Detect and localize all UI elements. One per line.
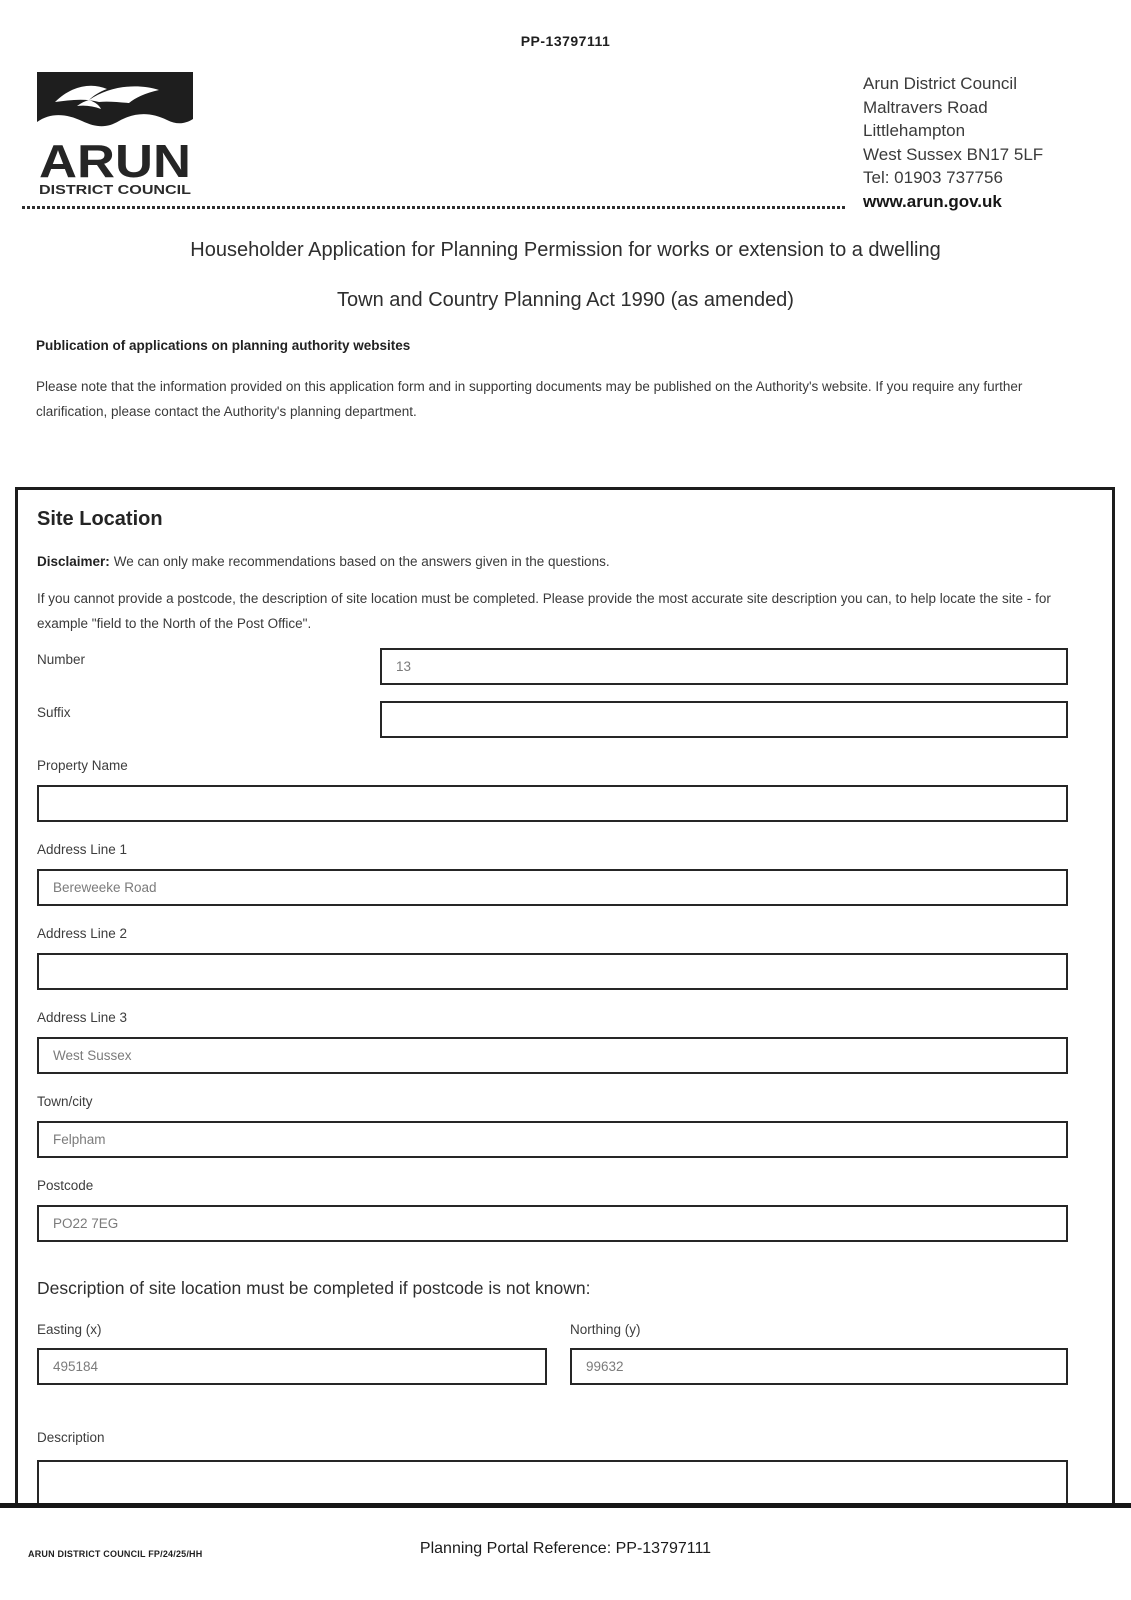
address-line-2-label: Address Line 2: [37, 926, 128, 941]
postcode-label: Postcode: [37, 1178, 94, 1193]
publication-body: Please note that the information provided on this application form and in supporting documents may be published on the Authority's website. If you require any further clarification, please contact the Authority's planning department.: [36, 379, 1023, 419]
council-name: Arun District Council: [863, 74, 1017, 93]
header-dotted-rule: [22, 206, 845, 209]
town-city-input[interactable]: [37, 1121, 1068, 1158]
council-town: Littlehampton: [863, 121, 966, 140]
disclaimer-body: We can only make recommendations based on the answers given in the questions.: [113, 554, 610, 569]
logo-subtitle-text: DISTRICT COUNCIL: [39, 183, 192, 197]
page-break-rule: [0, 1503, 1131, 1508]
northing-label: Northing (y): [570, 1322, 641, 1337]
northing-input[interactable]: [570, 1348, 1068, 1385]
number-input[interactable]: [380, 648, 1068, 685]
easting-input[interactable]: [37, 1348, 547, 1385]
council-street: Maltravers Road: [863, 97, 988, 117]
address-line-1-input[interactable]: [37, 869, 1068, 906]
footer-form-code: ARUN DISTRICT COUNCIL FP/24/25/HH: [28, 1549, 203, 1559]
number-label: Number: [37, 652, 86, 667]
council-phone: Tel: 01903 737756: [863, 168, 1003, 187]
description-requirement-heading: Description of site location must be completed if postcode is not known:: [37, 1278, 591, 1298]
arun-logo-wordmark: [37, 133, 193, 197]
form-title: Householder Application for Planning Permission for works or extension to a dwelling: [190, 239, 941, 261]
suffix-input[interactable]: [380, 701, 1068, 738]
act-subtitle: Town and Country Planning Act 1990 (as amended): [337, 289, 794, 311]
address-line-3-label: Address Line 3: [37, 1010, 128, 1025]
address-line-2-input[interactable]: [37, 953, 1068, 990]
site-location-heading: Site Location: [37, 508, 163, 530]
address-line-3-input[interactable]: [37, 1037, 1068, 1074]
arun-logo-bird-icon: [37, 72, 193, 128]
description-label: Description: [37, 1430, 105, 1445]
arun-logo: [37, 72, 193, 202]
easting-label: Easting (x): [37, 1322, 102, 1337]
site-location-section: [15, 487, 1115, 1508]
publication-heading: Publication of applications on planning authority websites: [36, 338, 411, 353]
property-name-input[interactable]: [37, 785, 1068, 822]
address-line-1-label: Address Line 1: [37, 842, 128, 857]
footer-portal-reference: Planning Portal Reference: PP-13797111: [419, 1540, 712, 1557]
disclaimer-label: Disclaimer:: [37, 554, 110, 569]
council-website-link[interactable]: www.arun.gov.uk: [863, 191, 1002, 211]
council-address-block: [863, 72, 1043, 213]
town-city-label: Town/city: [37, 1094, 93, 1109]
pp-reference-top: PP-13797111: [520, 33, 611, 49]
logo-name-text: ARUN: [39, 135, 191, 187]
suffix-label: Suffix: [37, 705, 71, 720]
property-name-label: Property Name: [37, 758, 128, 773]
disclaimer-text: [37, 554, 610, 569]
postcode-input[interactable]: [37, 1205, 1068, 1242]
description-textarea[interactable]: [37, 1460, 1068, 1505]
site-location-intro: If you cannot provide a postcode, the description of site location must be completed. Please provide the most accurate site description you can, to help locate the site - for example "field to the North of the Post Office".: [37, 591, 1051, 631]
council-county-postcode: West Sussex BN17 5LF: [863, 144, 1044, 164]
